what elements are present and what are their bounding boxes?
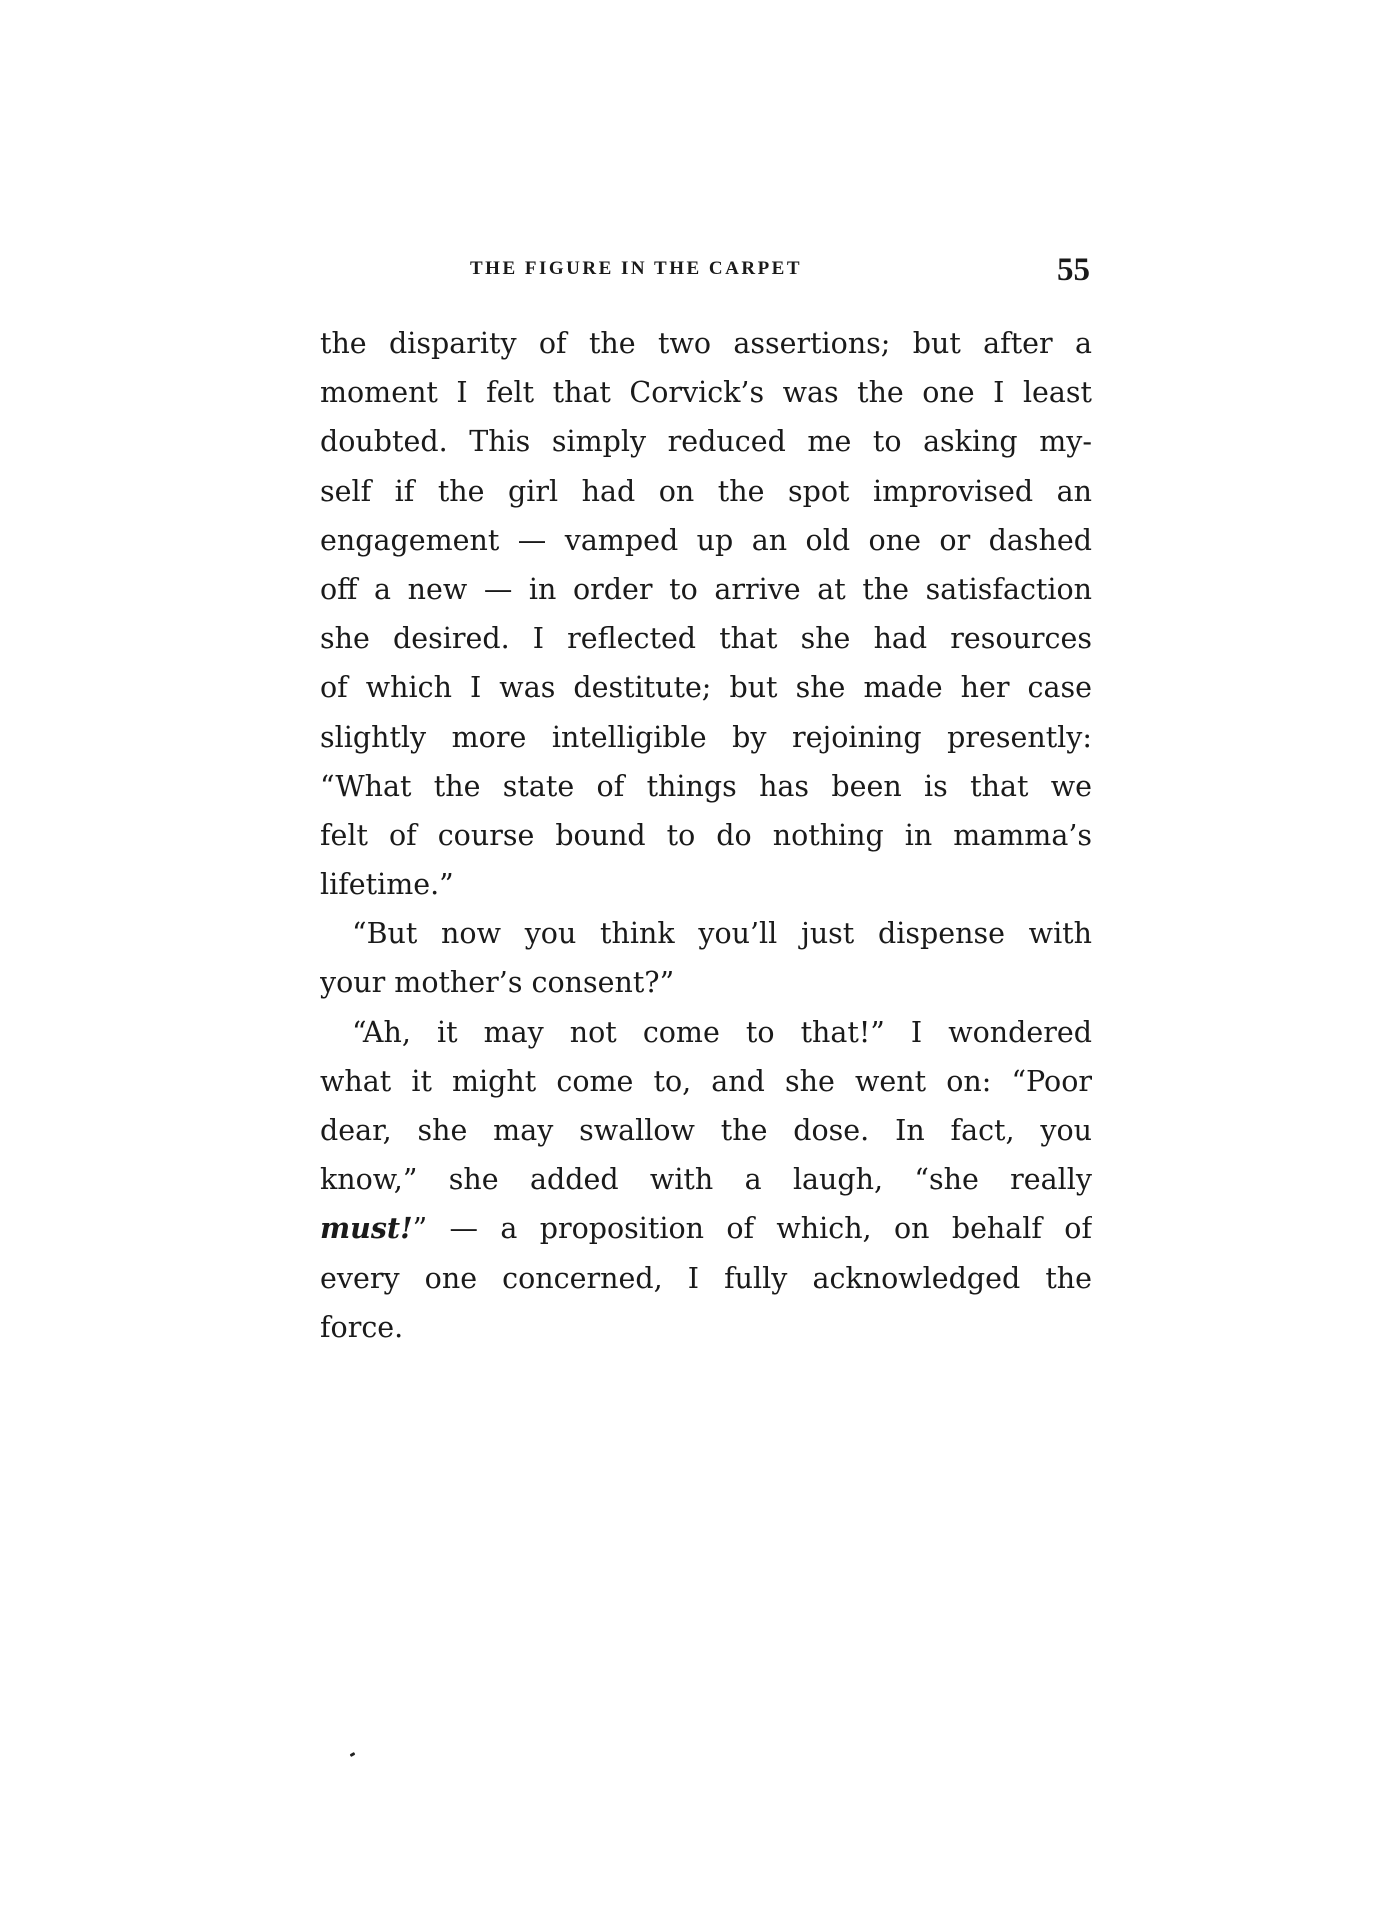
text-line: lifetime.” bbox=[320, 868, 454, 902]
text-line: doubted. This simply reduced me to asking my- bbox=[320, 425, 1092, 459]
text-line-with-italic bbox=[320, 1204, 1092, 1253]
ink-speck bbox=[350, 1752, 356, 1757]
text-line: off a new — in order to arrive at the satisfaction bbox=[320, 572, 1092, 606]
text-line: felt of course bound to do nothing in mamma’s bbox=[320, 818, 1092, 852]
text-line: your mother’s consent?” bbox=[320, 966, 675, 1000]
text-line: “Ah, it may not come to that!” I wondered bbox=[352, 1015, 1092, 1049]
text-line: what it might come to, and she went on: “Poor bbox=[320, 1064, 1092, 1098]
text-line: engagement — vamped up an old one or dashed bbox=[320, 523, 1092, 557]
text-line-rest: ” — a proposition of which, on behalf of bbox=[412, 1212, 1092, 1246]
text-line: she desired. I reflected that she had resources bbox=[320, 622, 1092, 656]
running-title: THE FIGURE IN THE CARPET bbox=[470, 258, 803, 279]
text-line: the disparity of the two assertions; but after a bbox=[320, 327, 1092, 360]
text-line: moment I felt that Corvick’s was the one I least bbox=[320, 376, 1092, 410]
text-line: “What the state of things has been is that we bbox=[320, 769, 1092, 803]
italic-emphasis: must! bbox=[320, 1211, 413, 1246]
text-line: self if the girl had on the spot improvised an bbox=[320, 474, 1092, 508]
page-number: 55 bbox=[1057, 252, 1090, 288]
running-head bbox=[320, 252, 1090, 292]
text-line: “But now you think you’ll just dispense with bbox=[352, 917, 1092, 951]
text-line: dear, she may swallow the dose. In fact, you bbox=[320, 1114, 1092, 1147]
body-text bbox=[320, 319, 1092, 1352]
text-line: every one concerned, I fully acknowledged the bbox=[320, 1261, 1092, 1295]
text-line: slightly more intelligible by rejoining presently: bbox=[320, 720, 1092, 754]
text-line: know,” she added with a laugh, “she really bbox=[320, 1163, 1092, 1197]
text-line: force. bbox=[320, 1310, 404, 1344]
text-line: of which I was destitute; but she made her case bbox=[320, 671, 1092, 705]
